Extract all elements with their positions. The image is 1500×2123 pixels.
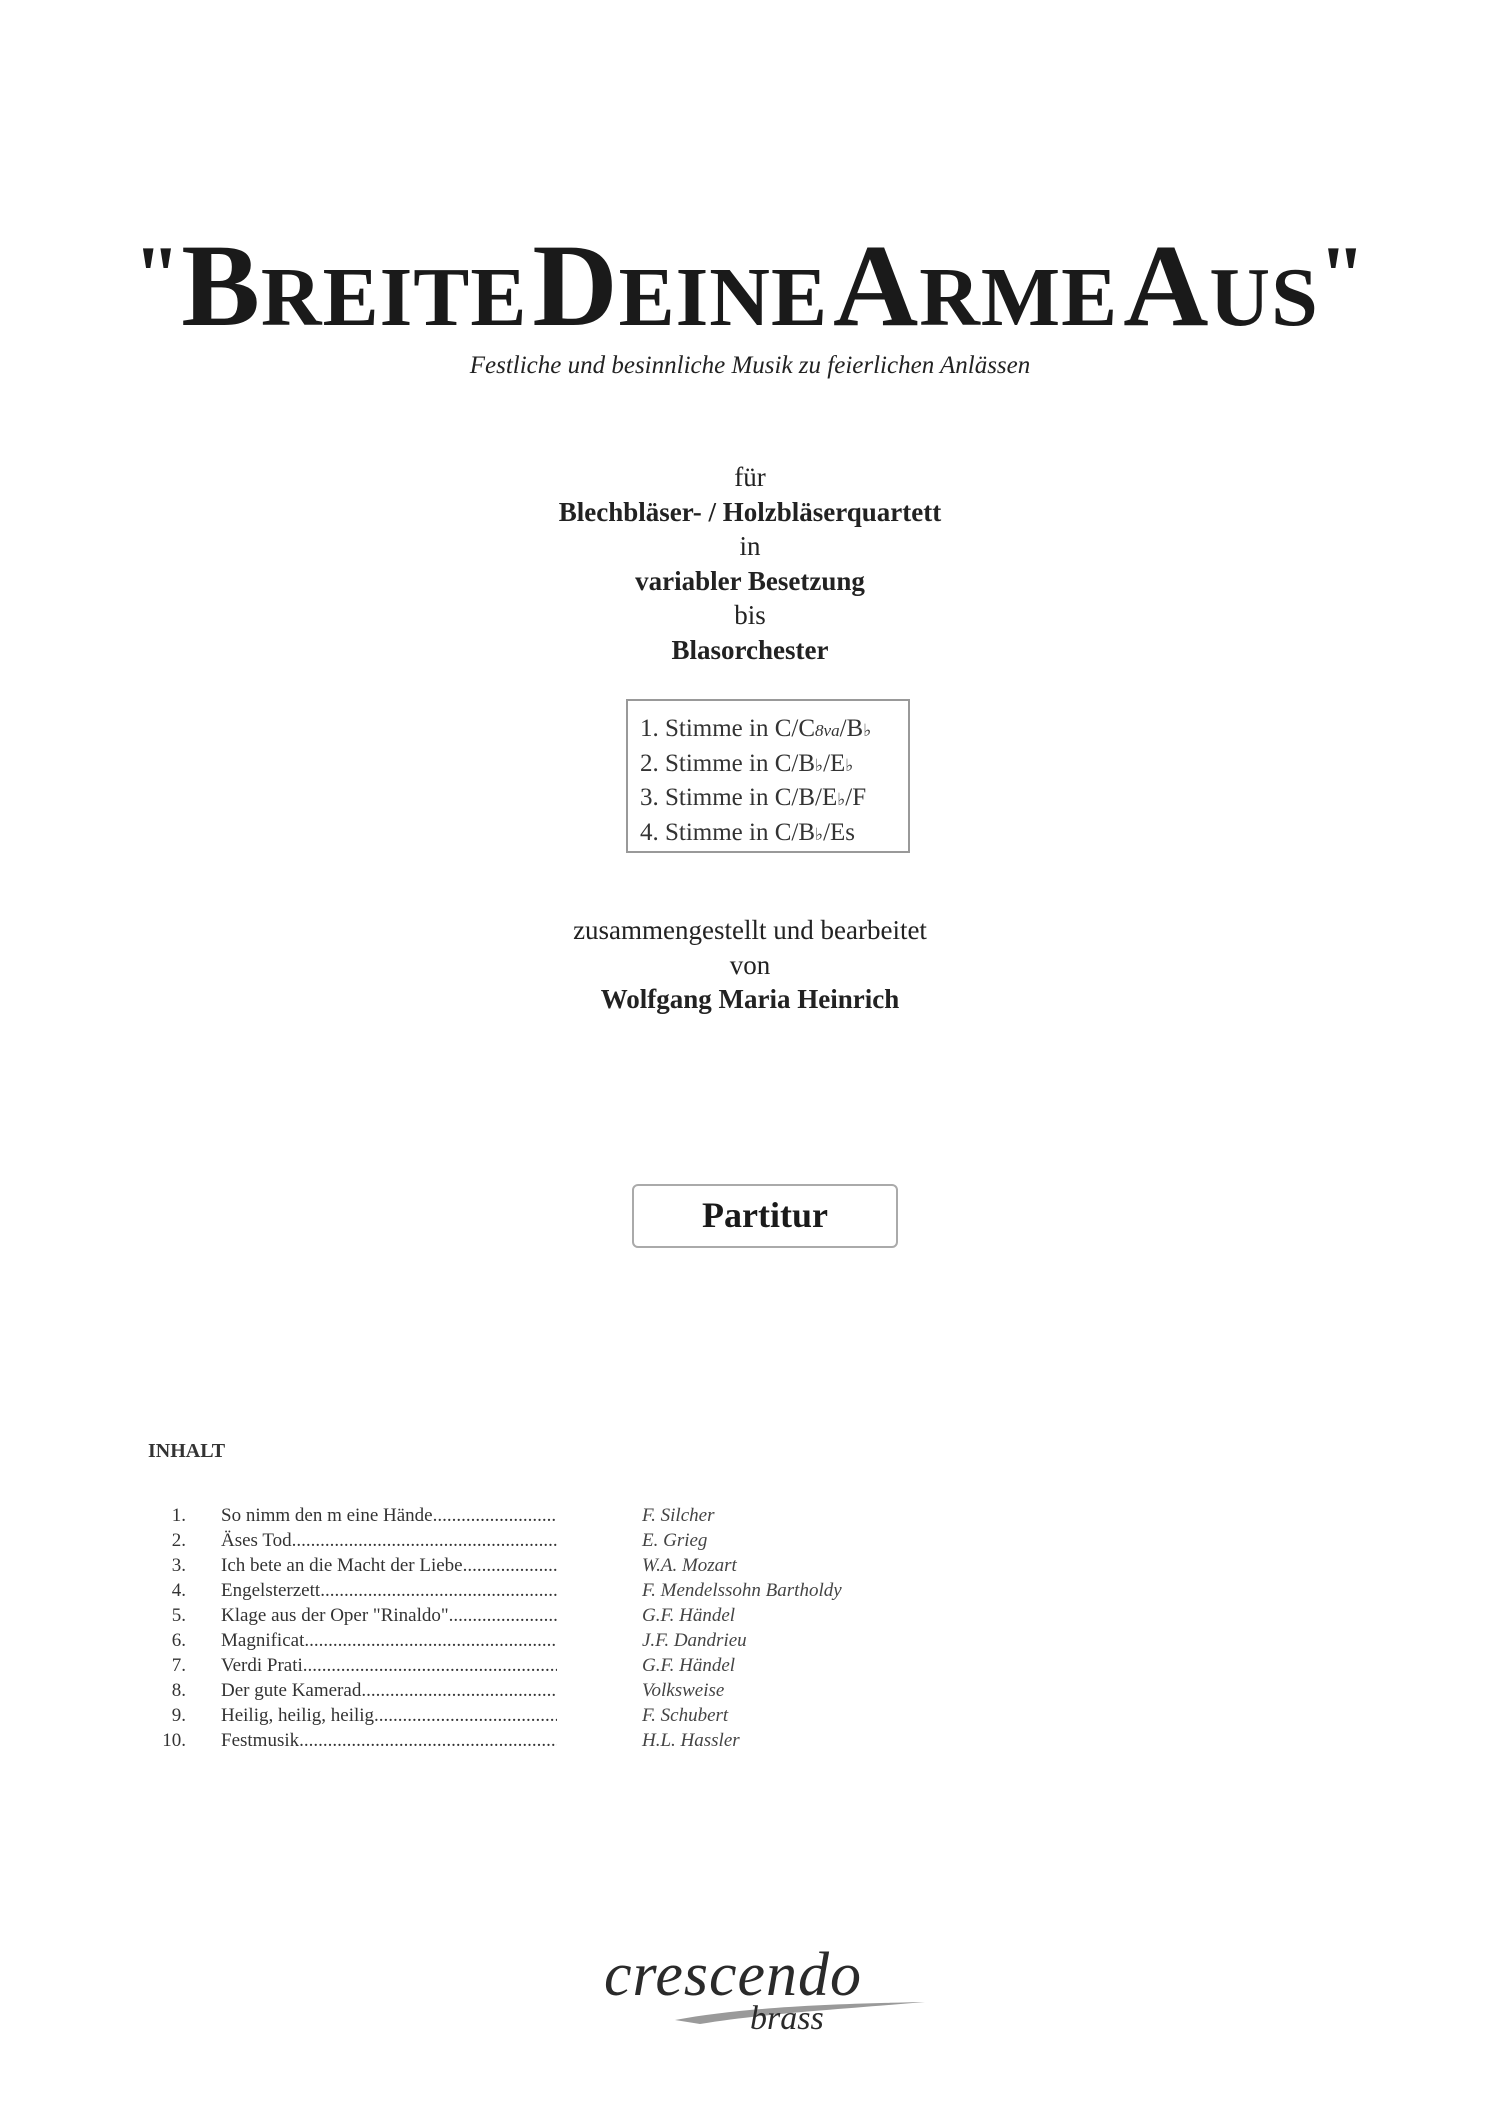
toc-row: 1. So nimm den m eine Hände ..... F. Silcher (0, 1505, 1500, 1530)
scoring-line: bis (734, 600, 766, 630)
toc-row: 6. Magnificat ..... J.F. Dandrieu (0, 1630, 1500, 1655)
main-title: "BREITE DEINE ARME AUS" (133, 220, 1367, 351)
logo-subtext: brass (750, 2000, 824, 2037)
voice-part-4: 4. Stimme in C/B♭/Es (640, 818, 856, 846)
scoring-block (0, 460, 1500, 667)
toc-row: 8. Der gute Kamerad ..... Volksweise (0, 1680, 1500, 1705)
scoring-line: Blechbläser- / Holzbläserquartett (558, 496, 942, 527)
toc-row: 5. Klage aus der Oper "Rinaldo" ..... G.F. Händel (0, 1605, 1500, 1630)
score-label-box: Partitur (632, 1184, 898, 1248)
scoring-line: variabler Besetzung (635, 565, 865, 596)
scoring-line: Blasorchester (671, 634, 829, 665)
scoring-line: für (734, 462, 766, 492)
voice-part-1: 1. Stimme in C/C8va/B♭ (640, 715, 872, 742)
toc-row: 9. Heilig, heilig, heilig ..... F. Schubert (0, 1705, 1500, 1730)
logo-wordmark: crescendo (604, 1941, 863, 2009)
credit-line: zusammengestellt und bearbeitet (573, 915, 927, 945)
credit-line: von (729, 949, 771, 980)
voice-parts-box (626, 699, 910, 853)
toc-row: 2. Äses Tod ..... E. Grieg (0, 1530, 1500, 1555)
toc-row: 10. Festmusik ..... H.L. Hassler (0, 1730, 1500, 1755)
subtitle: Festliche und besinnliche Musik zu feierlichen Anlässen (469, 352, 1031, 379)
author-name: Wolfgang Maria Heinrich (600, 984, 900, 1014)
publisher-logo (600, 1940, 940, 2050)
toc-row: 3. Ich bete an die Macht der Liebe ..... W.A. Mozart (0, 1555, 1500, 1580)
toc-row: 4. Engelsterzett ..... F. Mendelssohn Bartholdy (0, 1580, 1500, 1605)
scoring-line: in (739, 531, 761, 561)
voice-part-3: 3. Stimme in C/B/E♭/F (640, 784, 867, 811)
toc-row: 7. Verdi Prati ..... G.F. Händel (0, 1655, 1500, 1680)
toc-heading: INHALT (148, 1440, 226, 1462)
voice-part-2: 2. Stimme in C/B♭/E♭ (640, 749, 854, 777)
credit-block (0, 913, 1500, 1017)
